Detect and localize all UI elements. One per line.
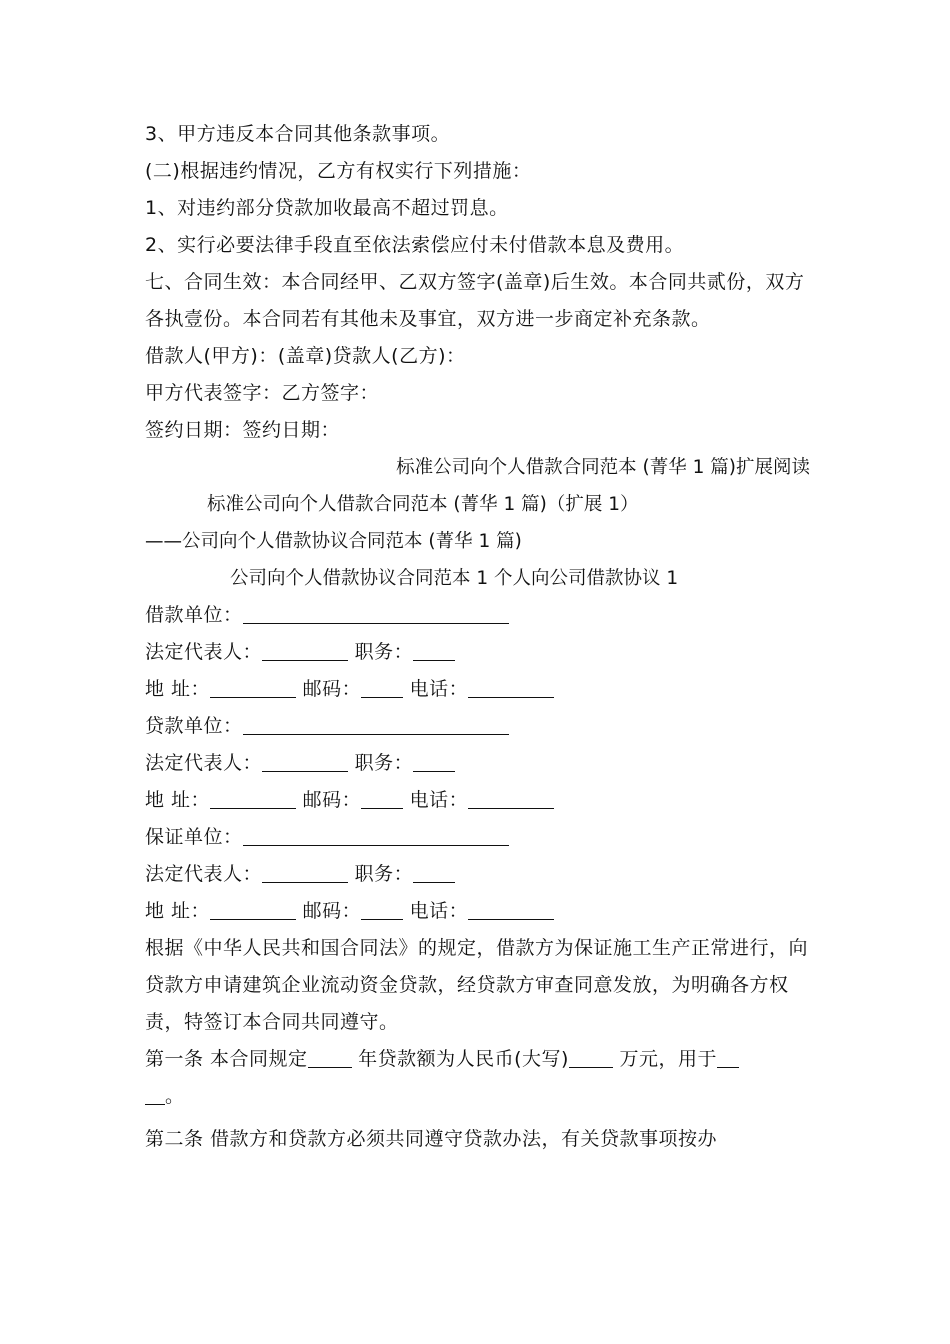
- field-label: 电话：: [409, 678, 469, 700]
- field-label: 法定代表人：: [145, 752, 263, 774]
- field-label: 邮码：: [302, 789, 362, 811]
- blank-line: [361, 677, 403, 698]
- borrow-unit-row: [145, 597, 810, 634]
- field-label: 电话：: [409, 789, 469, 811]
- blank-line: [413, 862, 455, 883]
- blank-line: [210, 899, 296, 920]
- clause-line: 3、甲方违反本合同其他条款事项。: [145, 123, 451, 145]
- signature-line: 甲方代表签字：乙方签字：: [145, 382, 380, 404]
- field-label: 邮码：: [302, 900, 362, 922]
- field-label: 地 址：: [145, 678, 211, 700]
- signature-line: 签约日期：签约日期：: [145, 419, 341, 441]
- article-1-text: 年贷款额为人民币(大写): [351, 1048, 569, 1070]
- field-label: 保证单位：: [145, 826, 243, 848]
- article-1-line-cont: [145, 1078, 810, 1115]
- blank-line: [413, 640, 455, 661]
- field-label: 职务：: [354, 863, 414, 885]
- article-1-end: 。: [165, 1085, 185, 1107]
- legal-rep-row: [145, 856, 810, 893]
- article-1-text: 万元，用于: [612, 1048, 717, 1070]
- blank-line: [468, 677, 554, 698]
- blank-line: [210, 677, 296, 698]
- extended-reading-dash-title: ——公司向个人借款协议合同范本 (菁华 1 篇): [145, 531, 522, 552]
- field-label: 职务：: [354, 641, 414, 663]
- field-label: 地 址：: [145, 789, 211, 811]
- blank-line: [262, 862, 348, 883]
- article-2-line: 第二条 借款方和贷款方必须共同遵守贷款办法，有关贷款事项按办: [145, 1128, 718, 1150]
- field-label: 职务：: [354, 752, 414, 774]
- blank-line: [210, 788, 296, 809]
- field-label: 电话：: [409, 900, 469, 922]
- address-row: [145, 893, 810, 930]
- address-row: [145, 671, 810, 708]
- law-basis-paragraph: 根据《中华人民共和国合同法》的规定，借款方为保证施工生产正常进行，向贷款方申请建筑企业流动资金贷款，经贷款方审查同意发放，为明确各方权责，特签订本合同共同遵守。: [145, 937, 809, 1033]
- guarantee-unit-row: [145, 819, 810, 856]
- blank-line: [243, 714, 509, 735]
- extended-reading-title: 标准公司向个人借款合同范本 (菁华 1 篇)扩展阅读: [396, 457, 810, 478]
- blank-line: [468, 788, 554, 809]
- agreement-heading: 公司向个人借款协议合同范本 1 个人向公司借款协议 1: [230, 568, 679, 589]
- signature-line: 借款人(甲方)：(盖章)贷款人(乙方)：: [145, 345, 466, 367]
- clause-line: 2、实行必要法律手段直至依法索偿应付未付借款本息及费用。: [145, 234, 685, 256]
- blank-line: [243, 603, 509, 624]
- blank-line: [308, 1047, 352, 1068]
- blank-line: [145, 1084, 165, 1105]
- blank-line: [569, 1047, 613, 1068]
- blank-line: [243, 825, 509, 846]
- document-body: [145, 116, 810, 1158]
- lend-unit-row: [145, 708, 810, 745]
- blank-line: [262, 640, 348, 661]
- blank-line: [468, 899, 554, 920]
- blank-line: [262, 751, 348, 772]
- field-label: 邮码：: [302, 678, 362, 700]
- field-label: 法定代表人：: [145, 641, 263, 663]
- legal-rep-row: [145, 745, 810, 782]
- extended-reading-subtitle: 标准公司向个人借款合同范本 (菁华 1 篇)（扩展 1）: [207, 494, 639, 515]
- blank-line: [413, 751, 455, 772]
- field-label: 法定代表人：: [145, 863, 263, 885]
- blank-line: [361, 899, 403, 920]
- article-1-text: 第一条 本合同规定: [145, 1048, 308, 1070]
- clause-line: (二)根据违约情况，乙方有权实行下列措施：: [145, 160, 532, 182]
- blank-line: [361, 788, 403, 809]
- article-1-line: [145, 1041, 810, 1078]
- effect-paragraph: 七、合同生效：本合同经甲、乙双方签字(盖章)后生效。本合同共贰份，双方各执壹份。本合同若有其他未及事宜，双方进一步商定补充条款。: [145, 271, 805, 330]
- field-label: 地 址：: [145, 900, 211, 922]
- legal-rep-row: [145, 634, 810, 671]
- blank-line: [717, 1047, 739, 1068]
- field-label: 贷款单位：: [145, 715, 243, 737]
- clause-line: 1、对违约部分贷款加收最高不超过罚息。: [145, 197, 509, 219]
- field-label: 借款单位：: [145, 604, 243, 626]
- address-row: [145, 782, 810, 819]
